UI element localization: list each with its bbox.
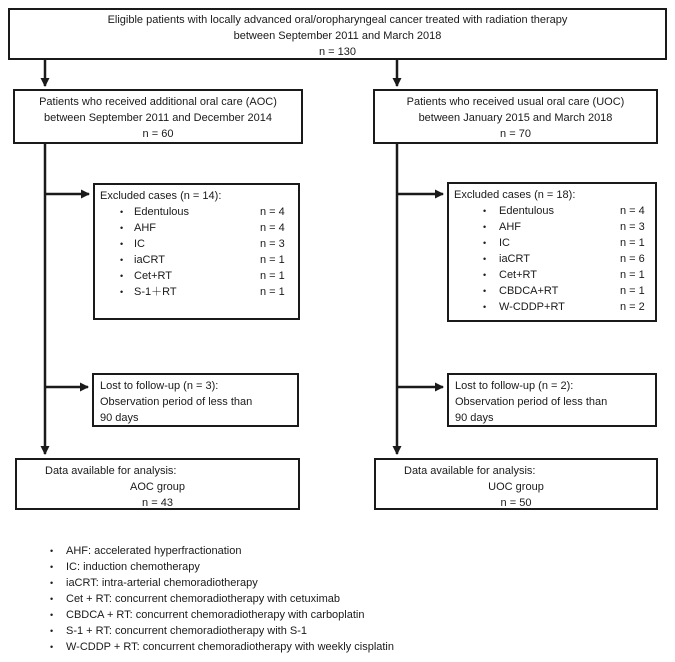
excluded-item-row (449, 267, 655, 283)
excluded-item-row (95, 204, 298, 220)
uoc-excluded-box (447, 182, 657, 322)
excluded-item-label: iaCRT (499, 253, 530, 265)
excluded-item-row (449, 251, 655, 267)
aoc-final-box (15, 458, 300, 510)
excluded-item-row (95, 284, 298, 300)
uoc-final-line2: UOC group (488, 481, 544, 493)
excluded-item-label: Cet+RT (134, 270, 173, 282)
footnote-text: W-CDDP + RT: concurrent chemoradiotherapy with weekly cisplatin (66, 641, 394, 653)
excluded-item-count: n = 3 (620, 221, 645, 233)
bullet-dot-icon: • (50, 642, 54, 652)
uoc-final-count: n = 50 (500, 497, 532, 509)
footnote-text: Cet + RT: concurrent chemoradiotherapy with cetuximab (66, 593, 341, 605)
excluded-item-label: Edentulous (499, 205, 555, 217)
excluded-item-row (95, 220, 298, 236)
bullet-dot-icon: • (483, 238, 487, 248)
aoc-lost-line3: 90 days (100, 412, 139, 424)
footnote-item (48, 543, 394, 559)
aoc-lost-line2: Observation period of less than (100, 396, 253, 408)
aoc-excluded-title: Excluded cases (n = 14): (100, 190, 222, 202)
uoc-group-line1: Patients who received usual oral care (UOC) (406, 96, 625, 108)
footnote-text: S-1 + RT: concurrent chemoradiotherapy with S-1 (66, 625, 307, 637)
uoc-group-box (373, 89, 658, 144)
excluded-item-row (95, 252, 298, 268)
excluded-item-count: n = 6 (620, 253, 645, 265)
footnote-text: CBDCA + RT: concurrent chemoradiotherapy with carboplatin (66, 609, 365, 621)
uoc-group-count: n = 70 (500, 128, 531, 140)
excluded-item-row (449, 299, 655, 315)
uoc-lost-line1: Lost to follow-up (n = 2): (455, 380, 574, 392)
aoc-group-line1: Patients who received additional oral care (AOC) (39, 96, 277, 108)
bullet-dot-icon: • (483, 270, 487, 280)
aoc-lost-box (92, 373, 299, 427)
bullet-dot-icon: • (50, 626, 54, 636)
uoc-lost-line3: 90 days (455, 412, 494, 424)
bullet-dot-icon: • (120, 255, 124, 265)
footnote-item (48, 559, 394, 575)
uoc-final-line1: Data available for analysis: (404, 465, 536, 477)
aoc-final-line1: Data available for analysis: (45, 465, 177, 477)
eligible-count: n = 130 (318, 46, 356, 58)
excluded-item-label: CBDCA+RT (499, 285, 559, 297)
eligible-box (8, 8, 667, 60)
uoc-lost-line2: Observation period of less than (455, 396, 608, 408)
aoc-group-box (13, 89, 303, 144)
bullet-dot-icon: • (483, 286, 487, 296)
uoc-excluded-title: Excluded cases (n = 18): (454, 189, 576, 201)
excluded-item-row (95, 236, 298, 252)
bullet-dot-icon: • (483, 206, 487, 216)
excluded-item-count: n = 4 (260, 222, 285, 234)
excluded-item-row (95, 268, 298, 284)
bullet-dot-icon: • (50, 594, 54, 604)
aoc-excluded-box (93, 183, 300, 320)
bullet-dot-icon: • (483, 254, 487, 264)
excluded-item-count: n = 3 (260, 238, 285, 250)
excluded-item-row (449, 203, 655, 219)
bullet-dot-icon: • (120, 223, 124, 233)
aoc-group-count: n = 60 (142, 128, 174, 140)
excluded-item-row (449, 283, 655, 299)
bullet-dot-icon: • (120, 207, 124, 217)
footnote-item (48, 607, 394, 623)
footnote-item (48, 575, 394, 591)
bullet-dot-icon: • (120, 239, 124, 249)
aoc-final-line2: AOC group (129, 481, 186, 493)
excluded-item-row (449, 235, 655, 251)
footnotes (48, 543, 394, 655)
uoc-lost-box (447, 373, 657, 427)
excluded-item-count: n = 4 (620, 205, 645, 217)
uoc-group-line2: between January 2015 and March 2018 (418, 112, 613, 124)
footnote-item (48, 591, 394, 607)
uoc-final-box (374, 458, 658, 510)
excluded-item-count: n = 1 (620, 269, 645, 281)
bullet-dot-icon: • (50, 610, 54, 620)
aoc-group-line2: between September 2011 and December 2014 (44, 112, 272, 124)
excluded-item-label: AHF (499, 221, 521, 233)
excluded-item-count: n = 1 (260, 270, 285, 282)
bullet-dot-icon: • (483, 302, 487, 312)
bullet-dot-icon: • (50, 562, 54, 572)
bullet-dot-icon: • (120, 287, 124, 297)
excluded-item-label: Cet+RT (499, 269, 538, 281)
excluded-item-count: n = 4 (260, 206, 285, 218)
excluded-item-count: n = 1 (620, 285, 645, 297)
excluded-item-label: IC (134, 238, 145, 250)
excluded-item-row (449, 219, 655, 235)
excluded-item-label: W-CDDP+RT (499, 301, 565, 313)
eligible-line1: Eligible patients with locally advanced oral/oropharyngeal cancer treated with radiation therapy (107, 14, 568, 26)
excluded-item-count: n = 2 (620, 301, 645, 313)
excluded-item-label: IC (499, 237, 510, 249)
excluded-item-count: n = 1 (620, 237, 645, 249)
excluded-item-label: AHF (134, 222, 156, 234)
bullet-dot-icon: • (50, 546, 54, 556)
aoc-final-count: n = 43 (142, 497, 173, 509)
excluded-item-count: n = 1 (260, 254, 285, 266)
bullet-dot-icon: • (50, 578, 54, 588)
bullet-dot-icon: • (483, 222, 487, 232)
footnote-text: AHF: accelerated hyperfractionation (66, 545, 242, 557)
excluded-item-label: Edentulous (134, 206, 190, 218)
eligible-line2: between September 2011 and March 2018 (233, 30, 442, 42)
footnote-text: iaCRT: intra-arterial chemoradiotherapy (66, 577, 258, 589)
excluded-item-label: iaCRT (134, 254, 165, 266)
bullet-dot-icon: • (120, 271, 124, 281)
footnote-item (48, 623, 394, 639)
footnote-item (48, 639, 394, 655)
excluded-item-count: n = 1 (260, 286, 285, 298)
aoc-lost-line1: Lost to follow-up (n = 3): (100, 380, 219, 392)
excluded-item-label: S-1＋RT (134, 286, 177, 298)
footnote-text: IC: induction chemotherapy (66, 561, 200, 573)
